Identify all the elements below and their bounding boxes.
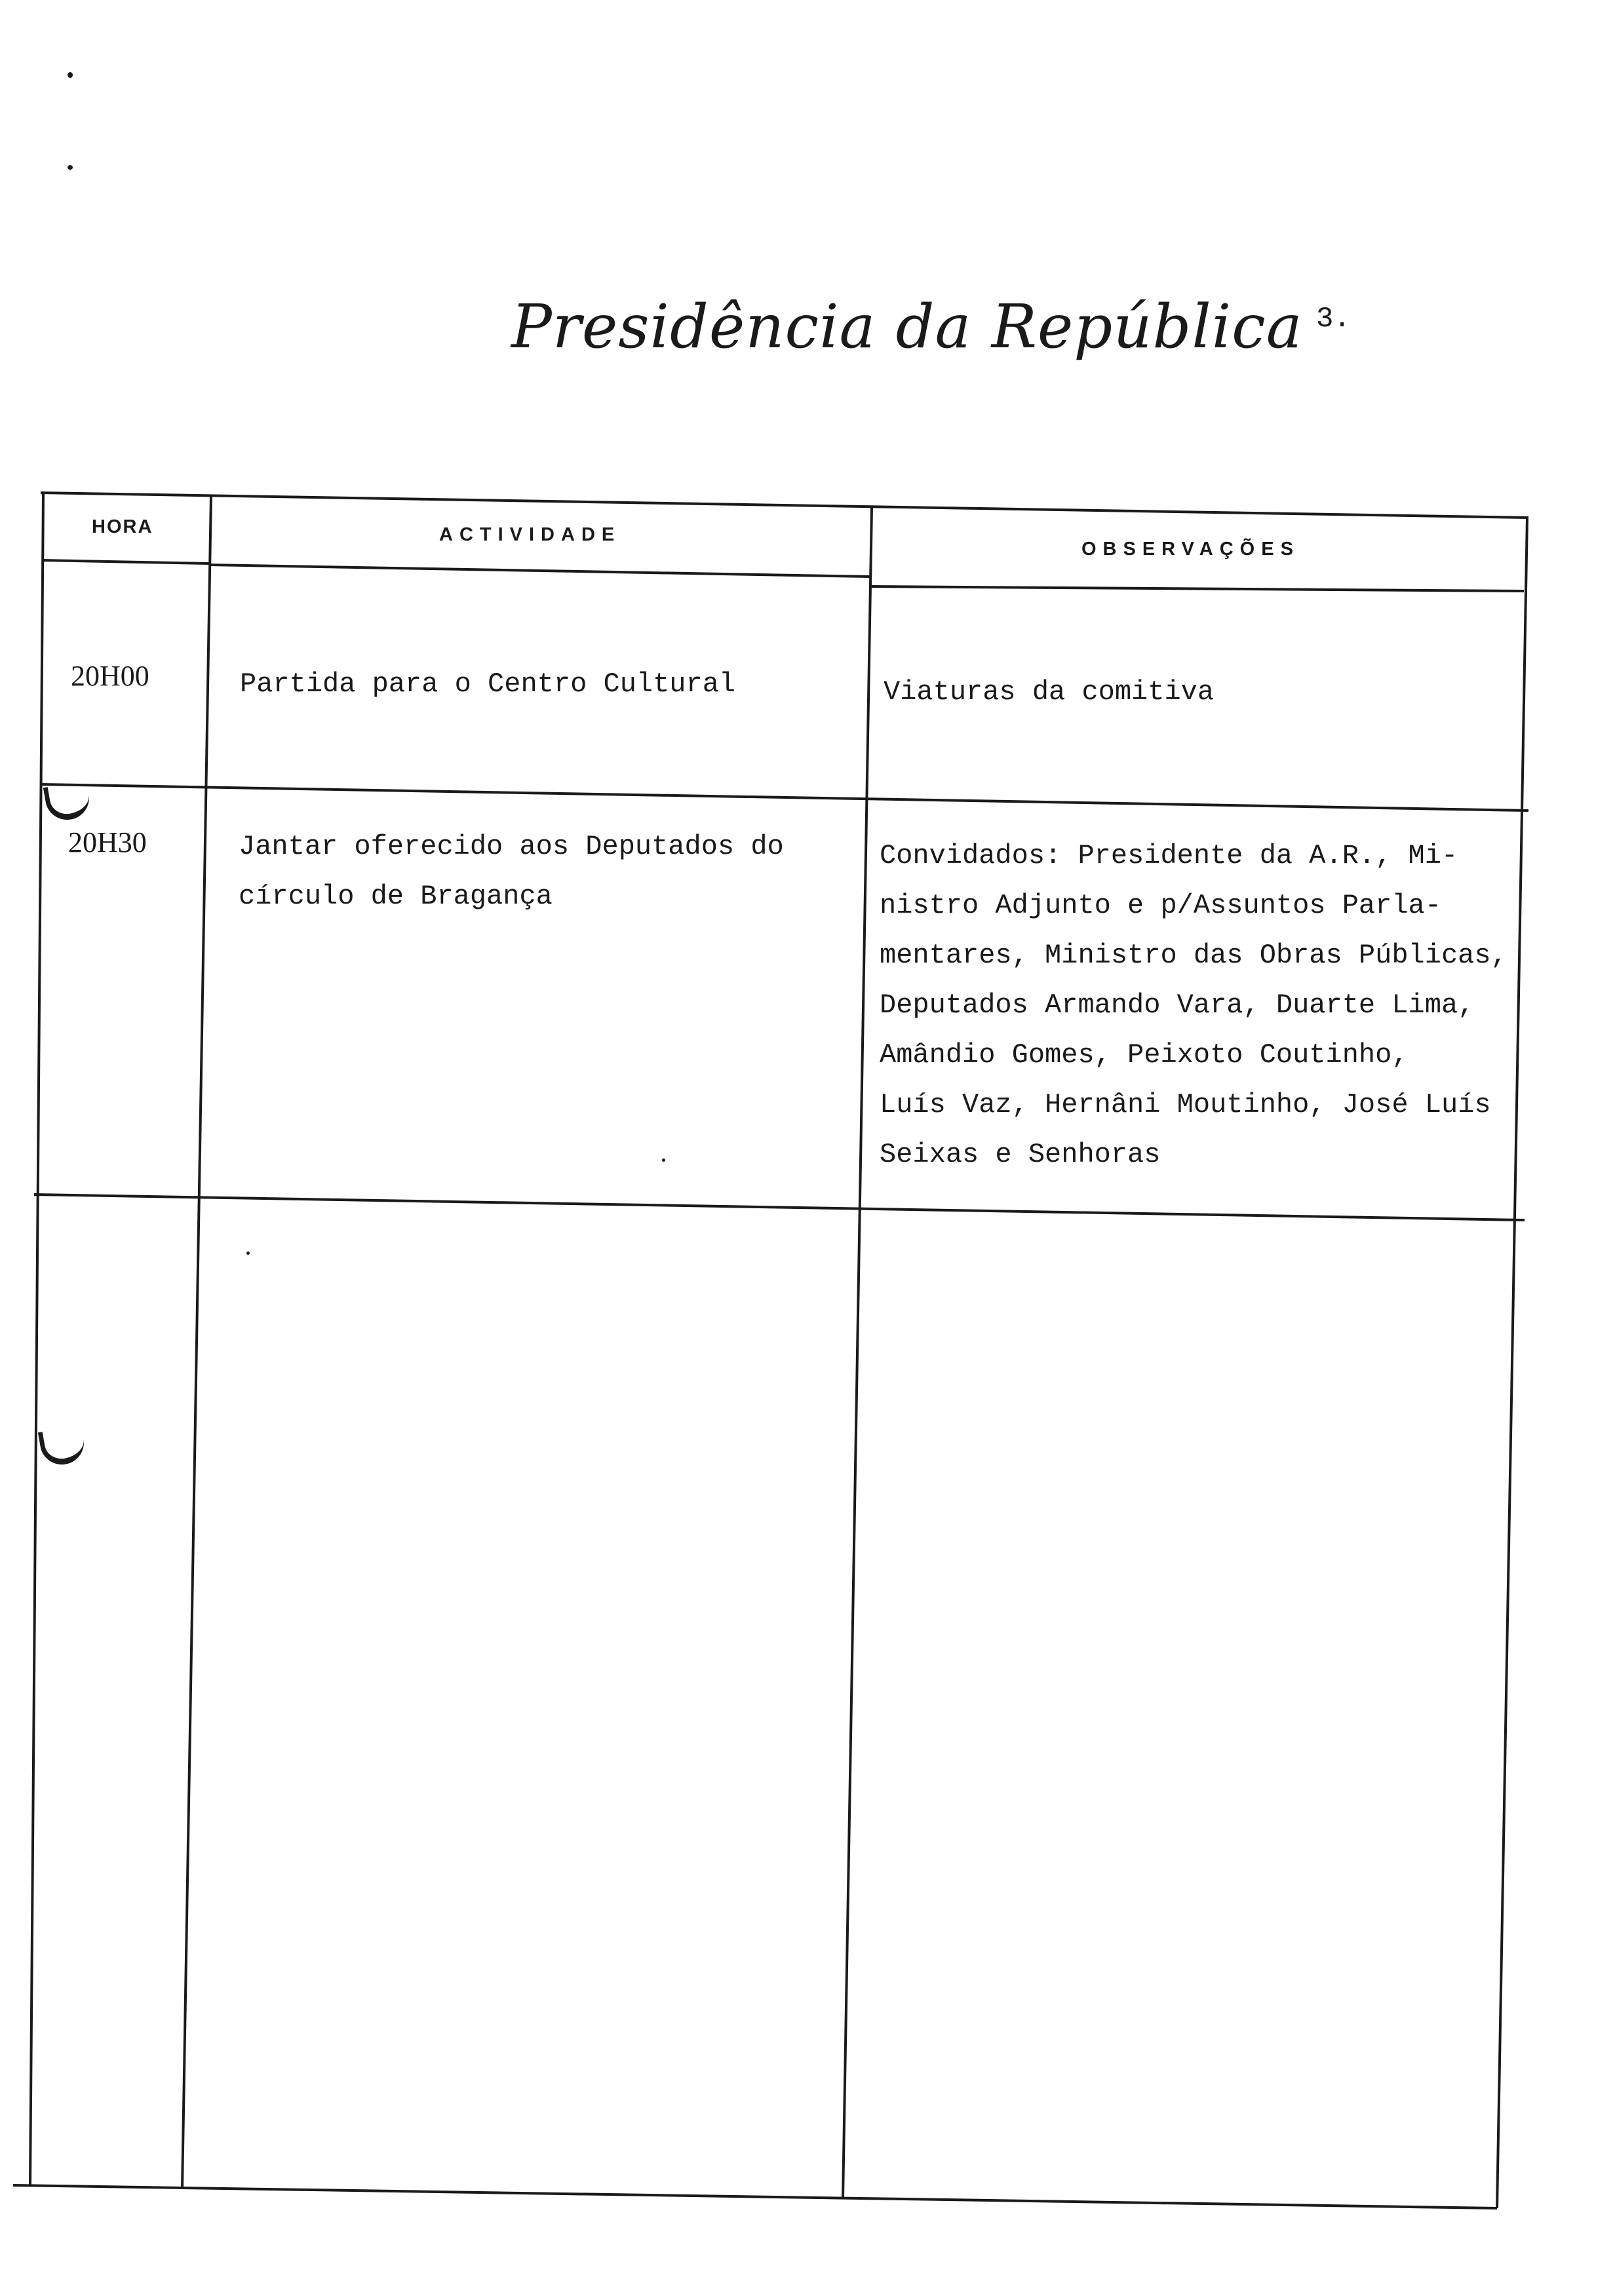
row-divider-2: [34, 1195, 1525, 1220]
row1-actividade-line: Partida para o Centro Cultural: [240, 668, 736, 700]
row2-actividade-line: círculo de Bragança: [239, 881, 553, 912]
header-divider-actividade: [210, 565, 870, 577]
row1-observacoes-line: Viaturas da comitiva: [884, 676, 1215, 708]
header-observacoes: OBSERVAÇÕES: [1081, 539, 1300, 560]
row2-hora: 20H30: [68, 826, 147, 858]
letterhead-title: Presidência da República: [511, 292, 1303, 362]
row1-hora: 20H00: [71, 660, 149, 692]
header-divider-hora: [42, 560, 210, 564]
row1-actividade: [240, 659, 735, 709]
row-divider-1: [41, 784, 1528, 811]
row2-observacoes-line: Deputados Armando Vara, Duarte Lima,: [880, 989, 1475, 1021]
column-divider-2: [843, 508, 872, 2198]
row2-observacoes-line: Amândio Gomes, Peixoto Coutinho,: [880, 1039, 1409, 1071]
row2-observacoes-line: mentares, Ministro das Obras Públicas,: [880, 940, 1508, 971]
header-actividade: ACTIVIDADE: [439, 524, 621, 545]
scan-speck: [662, 1158, 665, 1162]
row2-observacoes-line: Luís Vaz, Hernâni Moutinho, José Luís: [880, 1089, 1491, 1120]
header-hora: HORA: [92, 516, 153, 537]
row2-observacoes-line: nistro Adjunto e p/Assuntos Parla-: [880, 890, 1441, 921]
row1-observacoes: [884, 667, 1214, 717]
table-left-border: [30, 493, 43, 2185]
row2-observacoes-line: Convidados: Presidente da A.R., Mi-: [880, 840, 1458, 871]
row2-actividade-line: Jantar oferecido aos Deputados do: [239, 831, 784, 862]
row2-actividade: [239, 822, 784, 921]
row2-observacoes-line: Seixas e Senhoras: [880, 1139, 1161, 1170]
table-top-border: [41, 493, 1528, 518]
row2-observacoes: [880, 831, 1508, 1179]
table-right-border: [1497, 518, 1527, 2208]
column-divider-1: [182, 495, 211, 2189]
header-divider-observacoes: [872, 586, 1524, 591]
page-number: 3.: [1316, 303, 1351, 335]
scan-speck: [246, 1252, 250, 1255]
table-bottom-border: [13, 2185, 1497, 2208]
